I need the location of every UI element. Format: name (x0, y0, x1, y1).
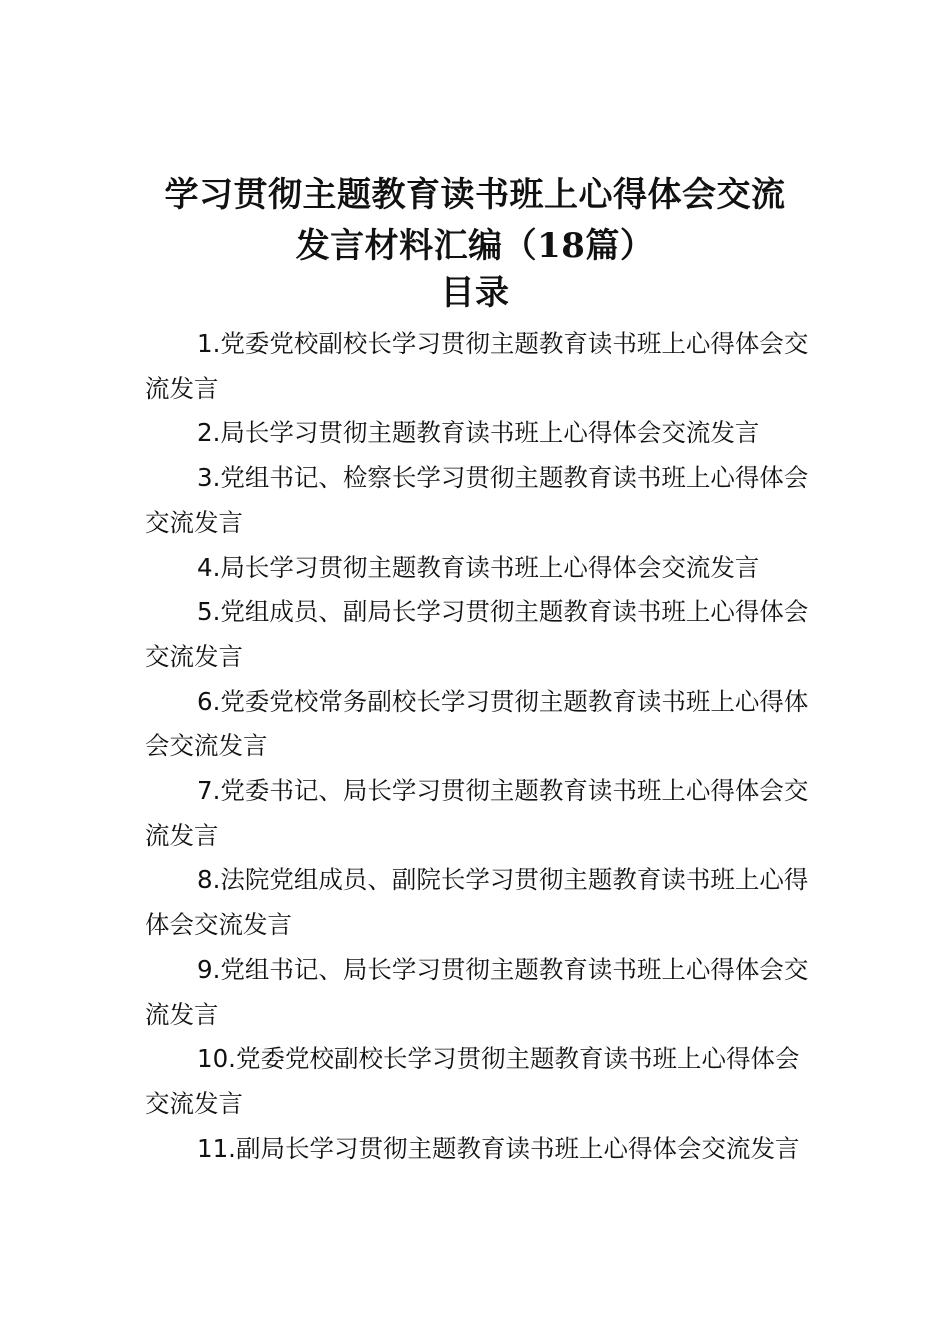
toc-item: 10.党委党校副校长学习贯彻主题教育读书班上心得体会交流发言 (145, 1044, 800, 1118)
toc-item: 7.党委书记、局长学习贯彻主题教育读书班上心得体会交流发言 (145, 776, 809, 850)
toc-item: 4.局长学习贯彻主题教育读书班上心得体会交流发言 (197, 552, 760, 582)
document-title-line-1: 学习贯彻主题教育读书班上心得体会交流 (164, 175, 786, 215)
document-title-line-2: 发言材料汇编（18篇） (295, 226, 655, 266)
table-of-contents (145, 322, 815, 1171)
toc-item: 6.党委党校常务副校长学习贯彻主题教育读书班上心得体会交流发言 (145, 686, 809, 761)
toc-heading: 目录 (440, 273, 510, 313)
toc-item: 2.局长学习贯彻主题教育读书班上心得体会交流发言 (197, 418, 760, 448)
toc-item: 8.法院党组成员、副院长学习贯彻主题教育读书班上心得体会交流发言 (145, 865, 809, 940)
toc-item: 9.党组书记、局长学习贯彻主题教育读书班上心得体会交流发言 (145, 954, 809, 1029)
toc-item: 5.党组成员、副局长学习贯彻主题教育读书班上心得体会交流发言 (145, 597, 809, 671)
toc-item: 1.党委党校副校长学习贯彻主题教育读书班上心得体会交流发言 (145, 329, 809, 403)
toc-item: 3.党组书记、检察长学习贯彻主题教育读书班上心得体会交流发言 (145, 463, 809, 537)
toc-item: 11.副局长学习贯彻主题教育读书班上心得体会交流发言 (197, 1133, 800, 1163)
